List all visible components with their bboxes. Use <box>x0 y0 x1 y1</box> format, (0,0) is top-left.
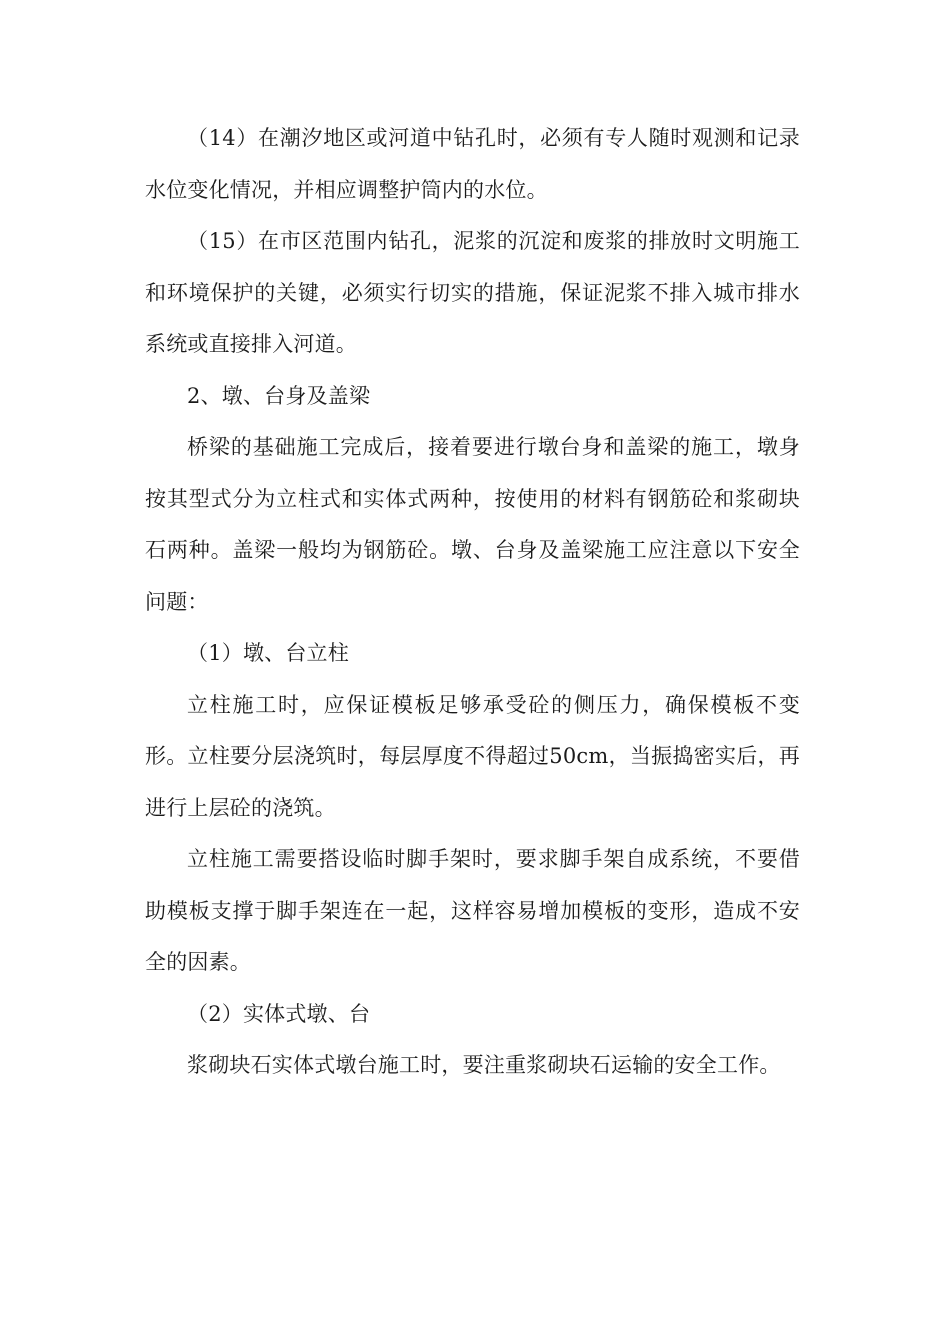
subheading-columns: （1）墩、台立柱 <box>187 641 349 665</box>
section-heading-piers: 2、墩、台身及盖梁 <box>187 383 371 408</box>
paragraph-columns-formwork: 立柱施工时，应保证模板足够承受砼的侧压力，确保模板不变形。立柱要分层浇筑时，每层厚度不得超过50cm，当振捣密实后，再进行上层砼的浇筑。 <box>145 692 800 820</box>
paragraph-columns-scaffold: 立柱施工需要搭设临时脚手架时，要求脚手架自成系统，不要借助模板支撑于脚手架连在一起，这样容易增加模板的变形，造成不安全的因素。 <box>145 847 800 974</box>
paragraph-solid-piers: 浆砌块石实体式墩台施工时，要注重浆砌块石运输的安全工作。 <box>187 1053 781 1077</box>
paragraph-item-15: （15）在市区范围内钻孔，泥浆的沉淀和废浆的排放时文明施工和环境保护的关键，必须实行切实的措施，保证泥浆不排入城市排水系统或直接排入河道。 <box>145 229 800 356</box>
subheading-solid-piers: （2）实体式墩、台 <box>187 1001 371 1026</box>
paragraph-item-14: （14）在潮汐地区或河道中钻孔时，必须有专人随时观测和记录水位变化情况，并相应调整护筒内的水位。 <box>145 126 800 202</box>
document-body <box>145 113 800 1092</box>
paragraph-intro-piers: 桥梁的基础施工完成后，接着要进行墩台身和盖梁的施工，墩身按其型式分为立柱式和实体式两种，按使用的材料有钢筋砼和浆砌块石两种。盖梁一般均为钢筋砼。墩、台身及盖梁施工应注意以下安全问题： <box>145 435 800 614</box>
